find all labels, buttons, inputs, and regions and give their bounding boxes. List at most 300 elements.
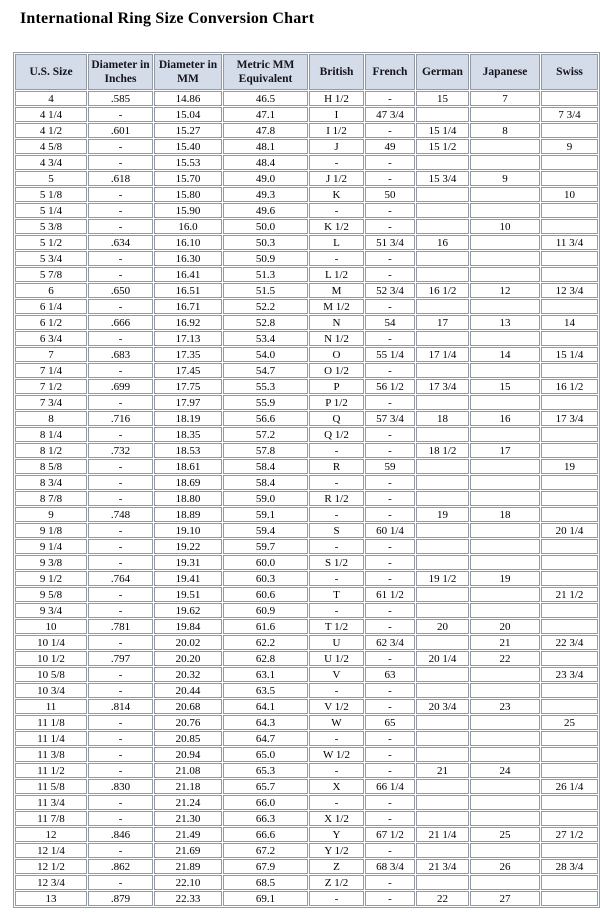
table-cell: - — [88, 395, 153, 410]
table-row — [15, 203, 598, 218]
table-cell: 57.8 — [223, 443, 308, 458]
table-cell — [541, 427, 598, 442]
table-cell: T — [309, 587, 364, 602]
table-cell: 21.69 — [154, 843, 222, 858]
table-cell: 16.71 — [154, 299, 222, 314]
table-cell: 20 — [416, 619, 469, 634]
table-cell — [541, 123, 598, 138]
table-cell: M 1/2 — [309, 299, 364, 314]
table-row — [15, 795, 598, 810]
table-cell: 21 3/4 — [416, 859, 469, 874]
table-cell: 11 5/8 — [15, 779, 87, 794]
table-row — [15, 587, 598, 602]
table-cell: - — [88, 715, 153, 730]
table-cell: - — [88, 491, 153, 506]
table-cell: 26 — [470, 859, 540, 874]
table-cell — [541, 219, 598, 234]
table-cell: .683 — [88, 347, 153, 362]
table-cell — [541, 331, 598, 346]
table-cell: 63.1 — [223, 667, 308, 682]
table-cell — [541, 251, 598, 266]
table-cell — [416, 731, 469, 746]
table-cell — [416, 795, 469, 810]
table-cell: 8 3/4 — [15, 475, 87, 490]
table-row — [15, 219, 598, 234]
table-cell: 8 7/8 — [15, 491, 87, 506]
table-cell: - — [365, 763, 415, 778]
table-cell: 25 — [541, 715, 598, 730]
table-cell: 47.1 — [223, 107, 308, 122]
table-cell: - — [365, 363, 415, 378]
table-cell — [470, 299, 540, 314]
table-cell: 63.5 — [223, 683, 308, 698]
table-cell: - — [88, 267, 153, 282]
table-cell — [470, 475, 540, 490]
table-cell — [416, 539, 469, 554]
table-row — [15, 763, 598, 778]
table-row — [15, 171, 598, 186]
table-cell: 17 — [416, 315, 469, 330]
page-title: International Ring Size Conversion Chart — [20, 10, 315, 27]
table-cell — [541, 507, 598, 522]
table-cell — [541, 843, 598, 858]
table-cell: 23 — [470, 699, 540, 714]
table-cell: - — [88, 683, 153, 698]
table-cell: - — [365, 811, 415, 826]
table-cell: 59.4 — [223, 523, 308, 538]
table-cell — [416, 683, 469, 698]
table-row — [15, 443, 598, 458]
table-cell — [541, 539, 598, 554]
table-cell — [541, 555, 598, 570]
table-row — [15, 235, 598, 250]
table-cell: 22.33 — [154, 891, 222, 906]
table-cell: - — [365, 875, 415, 890]
table-cell: 65.3 — [223, 763, 308, 778]
table-cell: - — [88, 635, 153, 650]
table-cell: 19 — [416, 507, 469, 522]
table-cell: 15.70 — [154, 171, 222, 186]
table-cell: 51 3/4 — [365, 235, 415, 250]
table-cell: S 1/2 — [309, 555, 364, 570]
table-cell: 51.5 — [223, 283, 308, 298]
table-cell — [470, 811, 540, 826]
table-cell: - — [365, 747, 415, 762]
table-cell — [416, 299, 469, 314]
table-cell: 65.7 — [223, 779, 308, 794]
table-cell: - — [88, 251, 153, 266]
table-cell — [541, 155, 598, 170]
table-cell — [416, 395, 469, 410]
table-cell: - — [365, 475, 415, 490]
table-row — [15, 363, 598, 378]
table-cell: 13 — [15, 891, 87, 906]
table-cell: 56.6 — [223, 411, 308, 426]
table-cell: 6 — [15, 283, 87, 298]
table-cell: 22 — [470, 651, 540, 666]
table-cell — [416, 267, 469, 282]
table-cell: 19.31 — [154, 555, 222, 570]
table-cell — [416, 779, 469, 794]
table-header — [15, 54, 598, 90]
table-cell: 20.20 — [154, 651, 222, 666]
table-cell: 12 3/4 — [15, 875, 87, 890]
table-cell: 62.8 — [223, 651, 308, 666]
table-cell: 4 5/8 — [15, 139, 87, 154]
table-cell: 15.53 — [154, 155, 222, 170]
table-cell: 50.9 — [223, 251, 308, 266]
table-cell — [416, 715, 469, 730]
table-row — [15, 267, 598, 282]
table-cell: - — [309, 475, 364, 490]
table-cell: .797 — [88, 651, 153, 666]
table-cell: 55 1/4 — [365, 347, 415, 362]
table-cell: .764 — [88, 571, 153, 586]
table-cell: 59.1 — [223, 507, 308, 522]
table-cell — [541, 395, 598, 410]
table-cell: 67 1/2 — [365, 827, 415, 842]
column-header: U.S. Size — [15, 54, 87, 90]
table-cell: I — [309, 107, 364, 122]
table-cell: 5 3/4 — [15, 251, 87, 266]
table-cell: 9 3/8 — [15, 555, 87, 570]
table-row — [15, 859, 598, 874]
table-cell: - — [88, 523, 153, 538]
table-cell: 60.9 — [223, 603, 308, 618]
table-cell: - — [309, 251, 364, 266]
table-cell: 46.5 — [223, 91, 308, 106]
table-cell: 12 3/4 — [541, 283, 598, 298]
table-cell: 15 — [416, 91, 469, 106]
table-cell: - — [88, 475, 153, 490]
table-cell: 58.4 — [223, 459, 308, 474]
table-cell — [416, 491, 469, 506]
table-cell: - — [88, 667, 153, 682]
table-cell: O — [309, 347, 364, 362]
table-cell: 20.32 — [154, 667, 222, 682]
table-row — [15, 299, 598, 314]
table-cell: - — [88, 139, 153, 154]
table-cell: 17 1/4 — [416, 347, 469, 362]
table-header-row — [15, 54, 598, 90]
table-cell — [541, 763, 598, 778]
table-cell: 50 — [365, 187, 415, 202]
table-cell: 11 1/2 — [15, 763, 87, 778]
table-cell — [541, 475, 598, 490]
table-row — [15, 523, 598, 538]
table-cell: 58.4 — [223, 475, 308, 490]
table-cell: 17.13 — [154, 331, 222, 346]
table-cell: - — [88, 603, 153, 618]
table-cell: 20.02 — [154, 635, 222, 650]
table-cell: 62 3/4 — [365, 635, 415, 650]
table-cell: 61.6 — [223, 619, 308, 634]
table-cell — [541, 363, 598, 378]
table-cell: 66.6 — [223, 827, 308, 842]
table-cell — [541, 795, 598, 810]
table-cell: W 1/2 — [309, 747, 364, 762]
table-cell: 8 — [15, 411, 87, 426]
table-cell: 57.2 — [223, 427, 308, 442]
table-cell — [541, 731, 598, 746]
table-cell: - — [88, 363, 153, 378]
table-cell: - — [365, 123, 415, 138]
table-cell: 27 — [470, 891, 540, 906]
table-cell: 16.30 — [154, 251, 222, 266]
table-cell: 14 — [470, 347, 540, 362]
table-cell: 19.22 — [154, 539, 222, 554]
table-cell: 66.3 — [223, 811, 308, 826]
table-cell: - — [309, 891, 364, 906]
table-body — [15, 91, 598, 906]
table-cell: 67.2 — [223, 843, 308, 858]
table-cell: - — [365, 491, 415, 506]
table-cell: 48.1 — [223, 139, 308, 154]
table-cell: P 1/2 — [309, 395, 364, 410]
table-cell — [470, 267, 540, 282]
table-cell: - — [309, 571, 364, 586]
table-cell: 64.3 — [223, 715, 308, 730]
table-cell: 15.80 — [154, 187, 222, 202]
table-row — [15, 251, 598, 266]
table-cell: 21.30 — [154, 811, 222, 826]
table-cell: 49.0 — [223, 171, 308, 186]
table-cell: Z — [309, 859, 364, 874]
table-cell — [416, 555, 469, 570]
table-cell: 6 1/2 — [15, 315, 87, 330]
table-row — [15, 571, 598, 586]
table-row — [15, 459, 598, 474]
table-cell: 9 1/2 — [15, 571, 87, 586]
table-cell: - — [365, 731, 415, 746]
table-cell — [470, 779, 540, 794]
table-cell: 60.6 — [223, 587, 308, 602]
table-cell — [470, 363, 540, 378]
table-cell — [470, 795, 540, 810]
table-cell: 18.69 — [154, 475, 222, 490]
table-cell: - — [88, 203, 153, 218]
table-cell: K — [309, 187, 364, 202]
table-cell — [541, 203, 598, 218]
table-cell — [470, 395, 540, 410]
table-cell: 11 1/8 — [15, 715, 87, 730]
table-cell: - — [365, 171, 415, 186]
table-cell: 9 — [541, 139, 598, 154]
table-cell: 49 — [365, 139, 415, 154]
table-cell: 11 7/8 — [15, 811, 87, 826]
table-cell: L 1/2 — [309, 267, 364, 282]
table-cell: 54.0 — [223, 347, 308, 362]
table-cell: .814 — [88, 699, 153, 714]
table-cell: .585 — [88, 91, 153, 106]
table-cell: 59 — [365, 459, 415, 474]
table-cell: 50.3 — [223, 235, 308, 250]
table-cell — [470, 843, 540, 858]
table-cell: Y 1/2 — [309, 843, 364, 858]
table-cell: 16.0 — [154, 219, 222, 234]
table-cell: - — [88, 107, 153, 122]
table-cell: - — [365, 331, 415, 346]
table-cell — [541, 491, 598, 506]
table-cell: - — [309, 683, 364, 698]
table-cell — [470, 491, 540, 506]
table-cell: 66 1/4 — [365, 779, 415, 794]
table-cell: .862 — [88, 859, 153, 874]
table-cell: 49.6 — [223, 203, 308, 218]
table-cell: 18.89 — [154, 507, 222, 522]
table-cell — [541, 171, 598, 186]
table-cell: 13 — [470, 315, 540, 330]
table-row — [15, 507, 598, 522]
table-cell: X — [309, 779, 364, 794]
column-header: Diameter in Inches — [88, 54, 153, 90]
table-cell: 47 3/4 — [365, 107, 415, 122]
table-cell: 21.18 — [154, 779, 222, 794]
table-cell: J — [309, 139, 364, 154]
table-cell: V — [309, 667, 364, 682]
table-cell: 25 — [470, 827, 540, 842]
table-cell: U 1/2 — [309, 651, 364, 666]
table-cell: 17.75 — [154, 379, 222, 394]
table-cell: - — [365, 299, 415, 314]
table-cell: - — [309, 155, 364, 170]
table-cell: 10 3/4 — [15, 683, 87, 698]
table-cell: 52.8 — [223, 315, 308, 330]
table-row — [15, 875, 598, 890]
table-cell — [470, 235, 540, 250]
table-cell — [416, 811, 469, 826]
table-cell — [470, 203, 540, 218]
table-cell: 49.3 — [223, 187, 308, 202]
table-cell — [416, 587, 469, 602]
table-cell: 19.10 — [154, 523, 222, 538]
table-cell: - — [88, 795, 153, 810]
table-row — [15, 427, 598, 442]
table-cell — [470, 251, 540, 266]
table-cell — [416, 667, 469, 682]
table-cell: 16 — [470, 411, 540, 426]
table-cell: 14 — [541, 315, 598, 330]
table-cell: Q — [309, 411, 364, 426]
table-cell — [541, 91, 598, 106]
table-cell — [541, 811, 598, 826]
table-row — [15, 779, 598, 794]
table-cell: .601 — [88, 123, 153, 138]
table-cell: .716 — [88, 411, 153, 426]
table-cell: .830 — [88, 779, 153, 794]
table-cell: 22 3/4 — [541, 635, 598, 650]
table-row — [15, 555, 598, 570]
table-cell: .846 — [88, 827, 153, 842]
table-cell: - — [365, 555, 415, 570]
table-cell — [470, 427, 540, 442]
table-cell: 12 — [470, 283, 540, 298]
table-row — [15, 283, 598, 298]
table-cell — [416, 203, 469, 218]
table-cell: 20 1/4 — [416, 651, 469, 666]
table-cell — [541, 603, 598, 618]
table-cell: 47.8 — [223, 123, 308, 138]
table-cell: 27 1/2 — [541, 827, 598, 842]
table-cell: - — [365, 395, 415, 410]
table-cell — [470, 667, 540, 682]
table-cell: 60.0 — [223, 555, 308, 570]
table-cell — [416, 603, 469, 618]
table-cell: I 1/2 — [309, 123, 364, 138]
table-cell: 16 1/2 — [541, 379, 598, 394]
table-cell: - — [309, 539, 364, 554]
table-cell: 11 3/8 — [15, 747, 87, 762]
table-cell: 19.51 — [154, 587, 222, 602]
table-cell: 19 1/2 — [416, 571, 469, 586]
table-cell: 8 1/4 — [15, 427, 87, 442]
table-cell: - — [88, 219, 153, 234]
table-cell: 18.80 — [154, 491, 222, 506]
table-cell: .732 — [88, 443, 153, 458]
table-cell: - — [365, 427, 415, 442]
table-cell — [541, 299, 598, 314]
table-cell: .650 — [88, 283, 153, 298]
table-cell: - — [88, 539, 153, 554]
table-cell: - — [365, 507, 415, 522]
table-cell: - — [365, 843, 415, 858]
table-cell — [416, 875, 469, 890]
column-header: Diameter in MM — [154, 54, 222, 90]
table-row — [15, 667, 598, 682]
table-cell: 16.51 — [154, 283, 222, 298]
table-cell: 55.9 — [223, 395, 308, 410]
table-cell: V 1/2 — [309, 699, 364, 714]
table-cell: 15.40 — [154, 139, 222, 154]
table-cell: K 1/2 — [309, 219, 364, 234]
table-row — [15, 395, 598, 410]
table-cell: - — [365, 571, 415, 586]
table-cell: 69.1 — [223, 891, 308, 906]
table-cell: 15 — [470, 379, 540, 394]
table-cell: 53.4 — [223, 331, 308, 346]
table-cell: 4 1/2 — [15, 123, 87, 138]
table-cell: 9 3/4 — [15, 603, 87, 618]
table-row — [15, 491, 598, 506]
table-cell: M — [309, 283, 364, 298]
table-cell: 15 1/4 — [541, 347, 598, 362]
table-cell: 21.24 — [154, 795, 222, 810]
table-cell: 5 1/8 — [15, 187, 87, 202]
table-cell: .634 — [88, 235, 153, 250]
table-row — [15, 347, 598, 362]
table-cell: 56 1/2 — [365, 379, 415, 394]
table-cell: 10 5/8 — [15, 667, 87, 682]
table-cell: 22 — [416, 891, 469, 906]
table-cell: W — [309, 715, 364, 730]
table-cell: 21.08 — [154, 763, 222, 778]
table-cell: - — [88, 427, 153, 442]
table-cell — [541, 875, 598, 890]
table-cell: 64.7 — [223, 731, 308, 746]
table-cell: - — [365, 603, 415, 618]
table-cell — [541, 699, 598, 714]
table-cell: .699 — [88, 379, 153, 394]
table-cell: 6 3/4 — [15, 331, 87, 346]
table-cell: - — [88, 587, 153, 602]
table-cell — [541, 747, 598, 762]
table-cell: 66.0 — [223, 795, 308, 810]
table-cell: 23 3/4 — [541, 667, 598, 682]
table-cell: 9 — [15, 507, 87, 522]
table-cell — [541, 651, 598, 666]
table-cell: .666 — [88, 315, 153, 330]
table-cell: 9 1/4 — [15, 539, 87, 554]
